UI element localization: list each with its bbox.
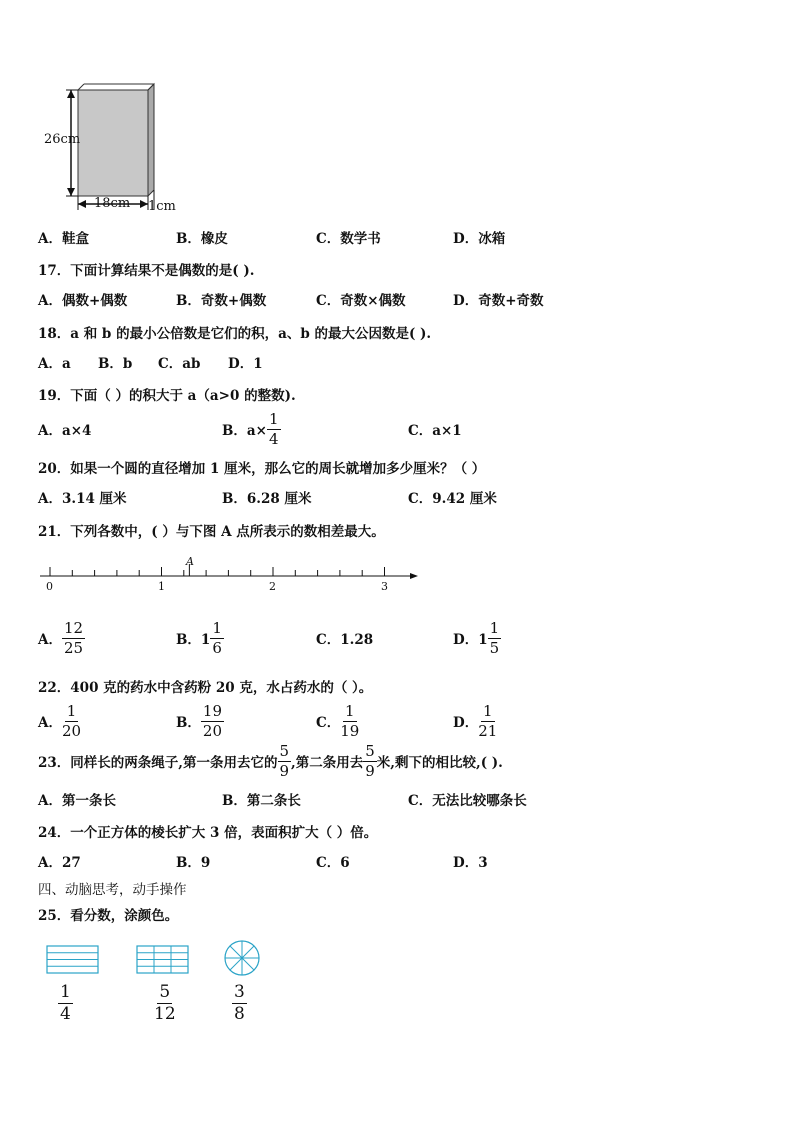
- numberline-tick-2: 2: [269, 580, 276, 593]
- q21-option-a[interactable]: [38, 618, 85, 657]
- q24-option-a[interactable]: A．27: [38, 855, 81, 871]
- fraction-denominator: 5: [489, 638, 500, 657]
- q23-option-b[interactable]: B．第二条长: [222, 793, 301, 809]
- numberline-tick-1: 1: [158, 580, 165, 593]
- q21-option-b[interactable]: [176, 618, 224, 657]
- fraction-denominator: 8: [234, 1004, 245, 1024]
- q23-text-part3: 米,剩下的相比较,( ).: [376, 755, 503, 771]
- rectangle-4-parts[interactable]: [46, 945, 100, 975]
- q21-option-a-fraction: [62, 618, 85, 657]
- q17-option-d[interactable]: D．奇数+奇数: [453, 293, 544, 309]
- fraction-denominator: 6: [212, 638, 222, 657]
- q22-option-d-prefix: D．: [453, 715, 479, 731]
- q17-text: 17．下面计算结果不是偶数的是( ).: [38, 263, 255, 279]
- q21-option-a-prefix: A．: [38, 632, 62, 648]
- q24-option-d[interactable]: D．3: [453, 855, 488, 871]
- fraction-numerator: 1: [212, 618, 222, 637]
- q16-option-b[interactable]: B．橡皮: [176, 231, 228, 247]
- q22-option-d[interactable]: [453, 701, 498, 740]
- q18-option-a[interactable]: A．a: [38, 356, 71, 372]
- q23-option-c[interactable]: C．无法比较哪条长: [408, 793, 527, 809]
- numberline-point-label: A: [186, 555, 194, 568]
- q25-text: 25．看分数，涂颜色。: [38, 908, 179, 924]
- numberline-tick-3: 3: [381, 580, 388, 593]
- fraction-numerator: 1: [482, 701, 493, 720]
- fraction-numerator: 5: [159, 982, 171, 1002]
- fraction-denominator: 21: [478, 721, 498, 740]
- fraction-numerator: 12: [63, 618, 84, 637]
- q24-text: 24．一个正方体的棱长扩大 3 倍，表面积扩大（ ）倍。: [38, 825, 378, 841]
- numberline-tick-0: 0: [46, 580, 53, 593]
- q20-text: 20．如果一个圆的直径增加 1 厘米，那么它的周长就增加多少厘米？（ ）: [38, 461, 486, 477]
- fraction-denominator: 12: [154, 1004, 176, 1024]
- q23-text-part1: 23．同样长的两条绳子,第一条用去它的: [38, 755, 278, 771]
- fraction-denominator: 25: [63, 638, 84, 657]
- q16-option-d[interactable]: D．冰箱: [453, 231, 506, 247]
- q21-option-c[interactable]: C．1.28: [316, 632, 374, 648]
- q22-option-a-fraction: [61, 701, 82, 740]
- q24-option-b[interactable]: B．9: [176, 855, 211, 871]
- q18-option-b[interactable]: B．b: [98, 356, 133, 372]
- q22-option-d-fraction: [478, 701, 498, 740]
- q18-option-c[interactable]: C．ab: [158, 356, 201, 372]
- q22-option-a[interactable]: [38, 701, 82, 740]
- fraction-denominator: 4: [60, 1004, 71, 1024]
- q20-option-b[interactable]: B．6.28 厘米: [222, 491, 312, 507]
- q18-text: 18．a 和 b 的最小公倍数是它们的积，a、b 的最大公因数是( ).: [38, 326, 432, 342]
- q21-option-d[interactable]: [453, 618, 501, 657]
- q23-text: [38, 741, 503, 780]
- q23-text-part2: ,第二条用去: [291, 755, 364, 771]
- q19-option-a[interactable]: A．a×4: [38, 423, 92, 439]
- q23-fraction-1: [278, 741, 292, 780]
- q17-option-b[interactable]: B．奇数+偶数: [176, 293, 267, 309]
- fraction-denominator: 4: [268, 429, 279, 448]
- fraction-numerator: 1: [345, 701, 355, 720]
- q22-option-b-fraction: [201, 701, 224, 740]
- fraction-denominator: 9: [279, 761, 290, 780]
- q17-option-a[interactable]: A．偶数+偶数: [38, 293, 128, 309]
- q22-option-b-prefix: B．: [176, 715, 201, 731]
- fraction-denominator: 20: [61, 721, 82, 740]
- q16-option-a[interactable]: A．鞋盒: [38, 231, 89, 247]
- q22-text: 22．400 克的药水中含药粉 20 克，水占药水的（ ）。: [38, 680, 373, 696]
- q17-option-c[interactable]: C．奇数×偶数: [316, 293, 406, 309]
- q23-option-a[interactable]: A．第一条长: [38, 793, 116, 809]
- q22-option-c-fraction: [340, 701, 360, 740]
- q22-option-a-prefix: A．: [38, 715, 62, 731]
- q21-option-b-prefix: B．1: [176, 632, 211, 648]
- q20-option-a[interactable]: A．3.14 厘米: [38, 491, 127, 507]
- fraction-numerator: 1: [66, 701, 77, 720]
- section-heading: 四、动脑思考，动手操作: [38, 882, 187, 898]
- q22-option-c[interactable]: [316, 701, 360, 740]
- q19-option-b[interactable]: [222, 409, 281, 448]
- number-line: [36, 552, 426, 582]
- width-label: 18cm: [94, 196, 131, 211]
- q21-option-d-fraction: [488, 618, 502, 657]
- fraction-numerator: 1: [268, 409, 279, 428]
- fraction-numerator: 3: [234, 982, 245, 1002]
- fraction-denominator: 9: [365, 761, 375, 780]
- q18-option-d[interactable]: D．1: [228, 356, 263, 372]
- q21-option-b-fraction: [210, 618, 224, 657]
- fraction-denominator: 19: [340, 721, 360, 740]
- q24-option-c[interactable]: C．6: [316, 855, 350, 871]
- q19-option-b-prefix: B．a×: [222, 423, 267, 439]
- fraction-numerator: 19: [202, 701, 223, 720]
- fraction-numerator: 5: [279, 741, 290, 760]
- q16-option-c[interactable]: C．数学书: [316, 231, 381, 247]
- q19-option-c[interactable]: C．a×1: [408, 423, 462, 439]
- circle-8-parts[interactable]: [222, 938, 262, 978]
- q22-option-b[interactable]: [176, 701, 224, 740]
- fraction-numerator: 1: [60, 982, 71, 1002]
- rectangle-12-parts[interactable]: [136, 945, 190, 975]
- q25-fraction-3: [232, 984, 247, 1023]
- q23-fraction-2: [363, 741, 377, 780]
- q19-text: 19．下面（ ）的积大于 a（a>0 的整数).: [38, 388, 296, 404]
- q22-option-c-prefix: C．: [316, 715, 341, 731]
- fraction-denominator: 20: [202, 721, 223, 740]
- q25-fraction-1: [58, 984, 73, 1023]
- fraction-numerator: 1: [489, 618, 500, 637]
- q20-option-c[interactable]: C．9.42 厘米: [408, 491, 497, 507]
- fraction-numerator: 5: [365, 741, 375, 760]
- q21-text: 21．下列各数中，( ）与下图 A 点所表示的数相差最大。: [38, 524, 385, 540]
- q21-option-d-prefix: D．1: [453, 632, 488, 648]
- q25-fraction-2: [154, 984, 176, 1023]
- depth-label: 1cm: [148, 199, 176, 214]
- q19-option-b-fraction: [267, 409, 281, 448]
- height-label: 26cm: [44, 132, 81, 147]
